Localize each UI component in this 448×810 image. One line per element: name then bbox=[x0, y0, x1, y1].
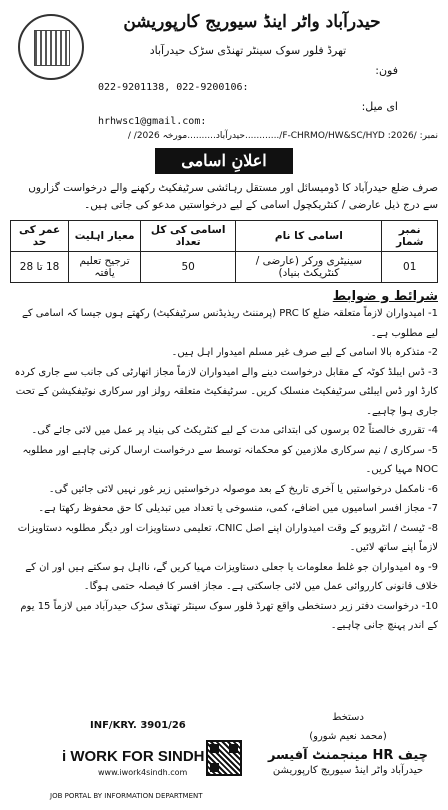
org-name: حیدرآباد واٹر اینڈ سیوریج کارپوریشن bbox=[123, 12, 381, 32]
footer bbox=[10, 712, 438, 807]
term-item: 1- امیدواران لازماً متعلقہ ضلع کا PRC (پرمننٹ ریذیڈنس سرٹیفکیٹ) رکھتے ہوں جیسا کہ اسامی کے لیے مطلوب ہے۔ bbox=[22, 308, 438, 339]
qr-code-icon bbox=[206, 740, 242, 776]
email-address: hrhwsc1@gmail.com: bbox=[98, 116, 207, 127]
cell-post-name: سینیٹری ورکر (عارضی / کنٹریکٹ بنیاد) bbox=[236, 252, 382, 283]
term-item: 7- مجاز افسر اسامیوں میں اضافے، کمی، منسوخی یا تعداد میں تبدیلی کا حق محفوظ رکھتا ہے۔ bbox=[38, 503, 438, 514]
iwork-brand: i WORK FOR SINDH bbox=[62, 748, 205, 765]
header-serial: نمبر شمار bbox=[382, 221, 438, 252]
announcement-banner: اعلانِ اسامی bbox=[155, 148, 293, 174]
phone-numbers: 022-9201138, 022-9200106: bbox=[98, 82, 249, 93]
term-item: 4- تقرری خالصتاً 02 برسوں کی ابتدائی مدت کے لیے کنٹریکٹ کی بنیاد پر عمل میں لائی جائے گی۔ bbox=[31, 425, 438, 436]
phone-label: فون: bbox=[375, 64, 398, 77]
term-item: 3- ڈس ایبلڈ کوٹہ کے مقابل درخواست دینے والے امیدواران لازماً مجاز اتھارٹی کی جانب سے جاری کردہ کارڈ اور ڈس ایبلٹی سرٹیفکیٹ منسلک کریں۔ سرٹیفکیٹ متعلقہ رولز اور سرکاری نوٹیفکیشن کے تحت جاری ہوا چاہیے۔ bbox=[14, 366, 438, 417]
term-item: 10- درخواست دفتر زیر دستخطی واقع تھرڈ فلور سوک سینٹر تھنڈی سڑک حیدرآباد میں لازماً 15 یوم کے اندر پہنچ جانی چاہیے۔ bbox=[20, 600, 438, 631]
email-label: ای میل: bbox=[361, 100, 398, 113]
terms-title: شرائط و ضوابط bbox=[332, 289, 438, 304]
cell-serial: 01 bbox=[382, 252, 438, 283]
vacancy-table bbox=[10, 220, 438, 283]
signature-block bbox=[258, 712, 438, 776]
term-item: 2- متذکرہ بالا اسامی کے لیے صرف غیر مسلم امیدوار اہل ہیں۔ bbox=[171, 347, 438, 358]
term-item: 9- وہ امیدواران جو غلط معلومات یا جعلی دستاویزات مہیا کریں گے، نااہل ہو سکتے ہیں اور ان کے خلاف قانونی کارروائی عمل میں لائی جاسکتی ہے۔ مجاز افسر کا فیصلہ حتمی ہوگا۔ bbox=[25, 561, 438, 592]
term-item: 5- سرکاری / نیم سرکاری ملازمین کو محکمانہ توسط سے درخواست ارسال کرنی چاہیے اور مطلوبہ NOC مہیا کریں۔ bbox=[22, 444, 438, 475]
address: تھرڈ فلور سوک سینٹر تھنڈی سڑک حیدرآباد bbox=[149, 44, 347, 57]
job-portal-note: JOB PORTAL BY INFORMATION DEPARTMENT bbox=[50, 792, 203, 800]
header-post-name: اسامی کا نام bbox=[236, 221, 382, 252]
table-header-row bbox=[11, 221, 438, 252]
cell-eligibility: ترجیح تعلیم یافتہ bbox=[69, 252, 141, 283]
signatory-title: چیف HR مینجمنٹ آفیسر bbox=[267, 748, 429, 763]
reference-line: نمبر: /2026: F-CHRMO/HW&SC/HYD/............حیدرآباد..........مورخہ 2026/ / bbox=[127, 131, 438, 141]
inf-number: INF/KRY. 3901/26 bbox=[90, 720, 186, 731]
header bbox=[10, 6, 438, 144]
table-row bbox=[11, 252, 438, 283]
cell-total-posts: 50 bbox=[141, 252, 236, 283]
intro-paragraph: صرف ضلع حیدرآباد کا ڈومیسائل اور مستقل رہائشی سرٹیفکیٹ رکھنے والے درخواست گزاروں سے درج ذیل عارضی / کنٹریکچول اسامی کے لیے درخواستیں مدعو کی جاتی ہیں۔ bbox=[28, 182, 438, 211]
signatory-name: (محمد نعیم شورو) bbox=[309, 731, 387, 742]
term-item: 8- ٹیسٹ / انٹرویو کے وقت امیدواران اپنے اصل CNIC، تعلیمی دستاویزات اور دیگر مطلوبہ دستاویزات لازماً اپنے ساتھ لائیں۔ bbox=[17, 522, 438, 553]
term-item: 6- نامکمل درخواستیں یا آخری تاریخ کے بعد موصولہ درخواستیں زیر غور نہیں لائی جائیں گی۔ bbox=[48, 483, 438, 495]
header-total-posts: اسامی کی کل تعداد bbox=[141, 221, 236, 252]
terms-list bbox=[10, 304, 438, 636]
cell-age-limit: 18 تا 28 bbox=[11, 252, 69, 283]
brand-url: www.iwork4sindh.com bbox=[98, 768, 188, 777]
signature-label: دستخط bbox=[332, 712, 364, 723]
header-age-limit: عمر کی حد bbox=[11, 221, 69, 252]
header-eligibility: معیار اہلیت bbox=[69, 221, 141, 252]
signatory-org: حیدرآباد واٹر اینڈ سیوریج کارپوریشن bbox=[272, 765, 424, 776]
